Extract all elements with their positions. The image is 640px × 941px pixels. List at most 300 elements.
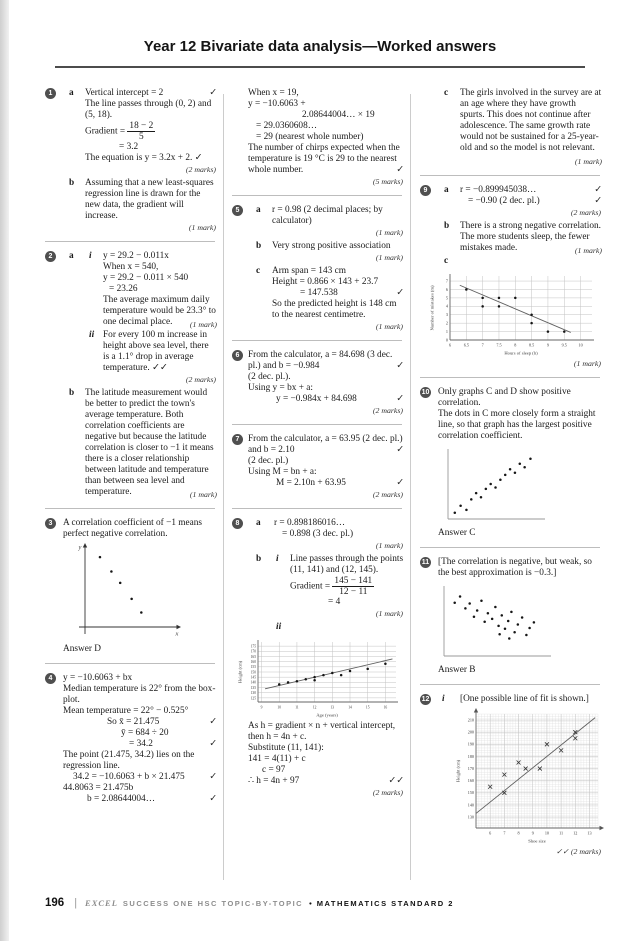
- svg-text:150: 150: [250, 670, 256, 675]
- worked-line: [420, 196, 602, 207]
- svg-text:12: 12: [312, 705, 317, 710]
- svg-text:130: 130: [250, 691, 256, 696]
- worked-line: [232, 743, 404, 754]
- question-separator: [420, 547, 600, 548]
- fraction-prefix: Gradient =: [290, 581, 333, 592]
- question-separator: [420, 175, 600, 176]
- answer-block: [45, 673, 217, 805]
- worked-line: [45, 153, 217, 164]
- worked-line: [45, 739, 217, 750]
- fraction-numerator: 145 − 141: [334, 576, 373, 586]
- marks-note: (2 marks): [372, 788, 403, 797]
- answer-text: The point (21.475, 34.2) lies on the regression line.: [63, 750, 195, 771]
- svg-text:125: 125: [250, 696, 256, 701]
- svg-text:Height (cm): Height (cm): [237, 660, 243, 684]
- marks-note: (1 mark): [188, 223, 216, 232]
- marks-note: (1 mark): [189, 490, 217, 499]
- column-divider: [410, 94, 411, 880]
- worked-line: [45, 728, 217, 739]
- svg-text:8.5: 8.5: [528, 342, 535, 348]
- svg-text:170: 170: [467, 765, 474, 771]
- question-number-badge: 12: [421, 696, 430, 703]
- part-label: i: [442, 694, 445, 704]
- answer-text: ȳ = 684 ÷ 20: [121, 728, 169, 738]
- svg-text:8: 8: [517, 830, 520, 836]
- graph-container: [45, 542, 217, 642]
- worked-line: [45, 284, 217, 295]
- worked-line: [232, 383, 404, 394]
- worked-line: [420, 221, 602, 256]
- question-number-badge: 2: [45, 251, 56, 262]
- worked-line: [232, 622, 404, 633]
- svg-text:140: 140: [250, 680, 256, 685]
- page-footer: [45, 897, 454, 909]
- fraction-denominator: 5: [127, 131, 155, 142]
- svg-text:10: 10: [277, 705, 282, 710]
- worked-line: [45, 99, 217, 121]
- answers-column-2: [232, 88, 404, 802]
- tick-mark: ✓: [396, 165, 404, 175]
- footer-subject: • MATHEMATICS STANDARD 2: [309, 899, 454, 908]
- answers-column-1: [45, 88, 217, 809]
- marks-note: (1 mark): [574, 157, 602, 166]
- svg-text:12: 12: [573, 830, 578, 836]
- question-number-badge: 4: [45, 673, 56, 684]
- part-label: b: [256, 554, 262, 564]
- svg-text:13: 13: [587, 830, 592, 836]
- question-separator: [232, 424, 402, 425]
- worked-line: [45, 142, 217, 153]
- worked-line: [232, 529, 404, 540]
- worked-line: [45, 644, 217, 655]
- answer-block: [232, 205, 404, 332]
- chart-height-vs-shoe-size: [454, 707, 604, 845]
- svg-text:140: 140: [467, 802, 474, 808]
- marks-note: (1 mark): [375, 609, 403, 618]
- worked-line: [232, 88, 404, 99]
- answer-block: [420, 557, 602, 676]
- answer-text: 44.8063 = 21.475b: [63, 783, 134, 793]
- answer-text: b = 2.08644004…: [87, 794, 155, 804]
- worked-line: [420, 665, 602, 676]
- answer-text: Mean temperature = 22° − 0.525°: [63, 706, 189, 716]
- answer-text: When x = 540,: [103, 262, 159, 272]
- answer-text: ∴ h = 4n + 97: [248, 776, 300, 786]
- part-label: ii: [89, 330, 95, 340]
- question-separator: [420, 684, 600, 685]
- answer-text: The line passes through (0, 2) and (5, 18).: [85, 99, 212, 120]
- answer-text: Answer C: [438, 528, 476, 538]
- marks-note: (2 marks): [372, 490, 403, 499]
- worked-line: [45, 673, 217, 684]
- svg-text:190: 190: [467, 741, 474, 747]
- chart-answer-c-scatter: [442, 444, 550, 526]
- svg-text:Hours of sleep (h): Hours of sleep (h): [504, 350, 538, 356]
- question-separator: [420, 377, 600, 378]
- answer-text: From the calculator, a = 84.698 (3 dec. pl.) and b = −0.984: [248, 350, 393, 371]
- worked-line: [232, 241, 404, 252]
- worked-line: [232, 266, 404, 277]
- column-divider: [223, 94, 224, 880]
- worked-line: [45, 794, 217, 805]
- svg-text:11: 11: [559, 830, 564, 836]
- fraction-denominator: 12 − 11: [332, 586, 374, 597]
- tick-mark: ✓: [209, 717, 217, 727]
- answer-text: = −0.90 (2 dec. pl.): [468, 196, 540, 206]
- answer-text: Very strong positive association: [272, 241, 391, 251]
- tick-mark: ✓: [209, 739, 217, 749]
- worked-line: [232, 299, 404, 321]
- svg-text:x: x: [175, 630, 179, 638]
- svg-text:6: 6: [489, 830, 492, 836]
- marks-note: (2 marks): [185, 375, 216, 384]
- answer-text: (2 dec. pl.).: [248, 372, 291, 382]
- worked-line: [420, 528, 602, 539]
- part-label: i: [276, 554, 279, 564]
- answer-block: [232, 434, 404, 500]
- svg-text:160: 160: [250, 660, 256, 665]
- answer-text: c = 97: [262, 765, 286, 775]
- graph-container: [232, 635, 404, 719]
- worked-line: [420, 557, 602, 579]
- graph-container: [420, 269, 602, 357]
- fraction: [127, 121, 155, 142]
- worked-line: [232, 288, 404, 299]
- answer-text: Arm span = 143 cm: [272, 266, 346, 276]
- part-label: c: [256, 266, 261, 276]
- part-label: a: [69, 251, 74, 261]
- graph-container: [420, 707, 602, 845]
- svg-text:1: 1: [445, 328, 448, 334]
- svg-text:210: 210: [467, 717, 474, 723]
- footer-divider: |: [74, 897, 78, 909]
- fraction-prefix: Gradient =: [85, 126, 128, 137]
- part-label: c: [444, 256, 449, 266]
- question-number-badge: 8: [232, 518, 243, 529]
- worked-line: [232, 478, 404, 489]
- answer-block: [420, 185, 602, 369]
- worked-line: [45, 262, 217, 273]
- title-rule: [55, 66, 585, 68]
- tick-mark: ✓: [396, 445, 404, 455]
- worked-line: [45, 295, 217, 330]
- worked-line: [45, 88, 217, 99]
- tick-mark: ✓: [396, 394, 404, 404]
- answer-text: A correlation coefficient of −1 means perfect negative correlation.: [63, 518, 203, 539]
- worked-line: [45, 121, 217, 142]
- question-number-badge: 11: [421, 559, 430, 566]
- worked-line: [232, 467, 404, 478]
- answer-block: [420, 694, 602, 857]
- tick-mark: ✓✓: [388, 776, 404, 786]
- svg-text:9: 9: [531, 830, 534, 836]
- answer-text: The number of chirps expected when the temperature is 19 °C is 29 to the nearest whole number.: [248, 143, 400, 175]
- part-label: a: [256, 518, 261, 528]
- question-number-badge: 3: [45, 518, 56, 529]
- answer-text: Substitute (11, 141):: [248, 743, 324, 753]
- marks-note: (1 mark): [189, 320, 217, 329]
- svg-text:9.5: 9.5: [561, 342, 567, 348]
- tick-mark: ✓: [396, 478, 404, 488]
- answer-text: So the predicted height is 148 cm to the nearest centimetre.: [272, 299, 397, 320]
- svg-text:6: 6: [448, 342, 452, 348]
- svg-text:Number of mistakes (m): Number of mistakes (m): [429, 285, 435, 331]
- answer-text: 2.08644004… × 19: [302, 110, 375, 120]
- answer-block: [45, 518, 217, 655]
- tick-mark: ✓: [594, 185, 602, 195]
- answer-block: [45, 251, 217, 500]
- answer-text: = 0.898 (3 dec. pl.): [282, 529, 354, 539]
- marks-note: (2 marks): [570, 208, 601, 217]
- question-separator: [232, 195, 402, 196]
- answer-text: The latitude measurement would be better to predict the town's average temperature. Both correlation coefficients are negative but because the latitude correlation is closer to −1 it means there is a closer relationship between latitude and temperature than between sea level and temperature.: [85, 388, 214, 497]
- answer-block: [232, 350, 404, 416]
- answer-text: = 147.538: [300, 288, 338, 298]
- svg-text:7: 7: [481, 342, 484, 348]
- tick-mark: ✓: [209, 794, 217, 804]
- svg-text:Shoe size: Shoe size: [528, 838, 546, 844]
- worked-line: [45, 783, 217, 794]
- question-separator: [45, 508, 215, 509]
- fraction: [332, 576, 374, 597]
- answer-text: Answer B: [438, 665, 476, 675]
- footer-brand: EXCEL: [85, 898, 118, 908]
- worked-line: [420, 88, 602, 167]
- part-label: i: [89, 251, 92, 261]
- answer-text: Using M = bn + a:: [248, 467, 317, 477]
- answer-text: y = −10.6063 +: [248, 99, 306, 109]
- svg-text:14: 14: [348, 705, 352, 710]
- part-label: b: [256, 241, 262, 251]
- question-number-badge: 7: [232, 434, 243, 445]
- tick-mark: ✓: [396, 288, 404, 298]
- footer-series: SUCCESS ONE HSC TOPIC-BY-TOPIC: [122, 899, 304, 908]
- answer-text: The dots in C more closely form a straight line, so that graph has the largest positive correlation coefficient.: [438, 409, 596, 441]
- svg-text:13: 13: [330, 705, 335, 710]
- answer-text: When x = 19,: [248, 88, 299, 98]
- answer-text: (2 dec. pl.): [248, 456, 289, 466]
- svg-text:0: 0: [445, 337, 448, 343]
- answer-text: 34.2 = −10.6063 + b × 21.475: [73, 772, 185, 782]
- answer-text: = 34.2: [129, 739, 153, 749]
- marks-note: (2 marks): [185, 165, 216, 174]
- svg-text:155: 155: [250, 665, 256, 670]
- svg-text:Height (cm): Height (cm): [455, 759, 461, 783]
- answer-text: From the calculator, a = 63.95 (2 dec. pl.) and b = 2.10: [248, 434, 403, 455]
- fraction-numerator: 18 − 2: [129, 121, 154, 131]
- marks-note: (1 mark): [375, 322, 403, 331]
- marks-note: (5 marks): [372, 177, 403, 186]
- svg-text:Age (years): Age (years): [316, 712, 338, 718]
- answer-text: = 29.0360608…: [256, 121, 318, 131]
- answer-text: = 23.26: [109, 284, 138, 294]
- chart-answer-b-scatter: [438, 581, 556, 663]
- tick-mark: ✓: [396, 361, 404, 371]
- answer-text: So x̄ = 21.475: [107, 717, 160, 727]
- worked-line: [232, 597, 404, 608]
- worked-line: [45, 750, 217, 772]
- svg-text:165: 165: [250, 654, 256, 659]
- part-label: a: [444, 185, 449, 195]
- answer-text: y = 29.2 − 0.011 × 540: [103, 273, 189, 283]
- answer-text: Height = 0.866 × 143 + 23.7: [272, 277, 379, 287]
- worked-line: [232, 554, 404, 576]
- worked-line: [232, 576, 404, 597]
- graph-container: [420, 581, 602, 663]
- worked-line: [232, 277, 404, 288]
- svg-text:16: 16: [383, 705, 388, 710]
- chart-answer-d-scatter: [67, 542, 185, 642]
- marks-note: ✓✓ (2 marks): [555, 847, 601, 856]
- tick-mark: ✓: [594, 196, 602, 206]
- answer-block: [232, 518, 404, 798]
- svg-text:9: 9: [260, 705, 263, 710]
- worked-line: [420, 185, 602, 196]
- question-number-badge: 9: [420, 185, 431, 196]
- svg-text:145: 145: [250, 675, 256, 680]
- answer-text: r = 0.98 (2 decimal places; by calculator): [272, 205, 383, 226]
- svg-text:175: 175: [250, 644, 256, 649]
- svg-text:5: 5: [445, 295, 448, 301]
- svg-text:6.5: 6.5: [463, 342, 469, 348]
- chart-mistakes-vs-sleep: [428, 269, 598, 357]
- worked-line: [232, 205, 404, 227]
- worked-line: [45, 684, 217, 706]
- worked-line: [232, 121, 404, 132]
- worked-line: [232, 776, 404, 787]
- answer-text: Assuming that a new least-squares regression line is drawn for the new data, the gradient will increase.: [85, 178, 214, 221]
- worked-line: [232, 110, 404, 121]
- graph-container: [420, 444, 602, 526]
- answer-text: r = 0.898186016…: [274, 518, 346, 528]
- answer-text: r = −0.899945038…: [460, 185, 537, 195]
- svg-text:6: 6: [445, 286, 448, 292]
- svg-text:3: 3: [445, 312, 448, 318]
- worked-line: [45, 518, 217, 540]
- answer-block: [420, 387, 602, 539]
- page-edge-shadow: [0, 0, 9, 941]
- answer-text: [The correlation is negative, but weak, so the best approximation is −0.3.]: [438, 557, 592, 578]
- marks-note: (1 mark): [375, 253, 403, 262]
- part-label: c: [444, 88, 449, 98]
- svg-text:y: y: [78, 544, 82, 551]
- worked-line: [232, 394, 404, 405]
- question-separator: [45, 663, 215, 664]
- answer-text: y = −0.984x + 84.698: [276, 394, 357, 404]
- answers-column-3: [420, 88, 602, 861]
- answer-text: = 29 (nearest whole number): [256, 132, 364, 142]
- answer-text: For every 100 m increase in height above sea level, there is a 1.1° drop in average temperature. ✓✓: [103, 330, 209, 373]
- part-label: a: [256, 205, 261, 215]
- question-separator: [232, 340, 402, 341]
- answer-text: There is a strong negative correlation. The more students sleep, the fewer mistakes made.: [460, 221, 601, 253]
- svg-text:2: 2: [445, 320, 448, 326]
- answer-text: Only graphs C and D show positive correlation.: [438, 387, 571, 408]
- svg-text:200: 200: [467, 729, 474, 735]
- answer-text: y = 29.2 − 0.011x: [103, 251, 169, 261]
- chart-height-vs-age: [236, 635, 402, 719]
- worked-line: [45, 772, 217, 783]
- svg-text:7: 7: [445, 278, 448, 284]
- question-separator: [45, 241, 215, 242]
- tick-mark: ✓: [209, 772, 217, 782]
- worked-line: [420, 409, 602, 442]
- answer-text: The equation is y = 3.2x + 2. ✓: [85, 153, 203, 163]
- answer-text: Answer D: [63, 644, 101, 654]
- worked-line: [232, 518, 404, 529]
- answer-text: The average maximum daily temperature would be 23.3° to one decimal place.: [103, 295, 216, 327]
- worked-line: [232, 372, 404, 383]
- part-label: ii: [276, 622, 282, 632]
- question-number-badge: 1: [45, 88, 56, 99]
- svg-text:150: 150: [467, 790, 474, 796]
- svg-text:160: 160: [467, 778, 474, 784]
- worked-line: [45, 388, 217, 500]
- worked-line: [232, 132, 404, 143]
- svg-text:7.5: 7.5: [496, 342, 502, 348]
- svg-text:180: 180: [467, 753, 474, 759]
- answer-text: Line passes through the points (11, 141) and (12, 145).: [290, 554, 404, 575]
- answer-text: = 4: [328, 597, 341, 607]
- worked-line: [45, 717, 217, 728]
- worked-line: [232, 350, 404, 372]
- answer-text: As h = gradient × n + vertical intercept, then h = 4n + c.: [248, 721, 396, 742]
- question-separator: [232, 508, 402, 509]
- worked-line: [45, 273, 217, 284]
- question-number-badge: 5: [232, 205, 243, 216]
- page-number: 196: [45, 897, 65, 909]
- svg-text:4: 4: [445, 303, 448, 309]
- part-label: a: [69, 88, 74, 98]
- svg-text:135: 135: [250, 685, 256, 690]
- question-number-badge: 10: [421, 389, 430, 396]
- worked-line: [420, 387, 602, 409]
- answer-text: = 3.2: [119, 142, 139, 152]
- part-label: b: [69, 388, 75, 398]
- worked-line: [232, 721, 404, 743]
- answer-text: The girls involved in the survey are at an age where they have growth spurts. This does not continue after adolescence. The same growth rate would not be sustained for a 25-year-old and so the model is not relevant.: [460, 88, 602, 153]
- answer-block: [420, 88, 602, 167]
- svg-text:11: 11: [295, 705, 299, 710]
- worked-line: [232, 765, 404, 776]
- question-number-badge: 6: [232, 350, 243, 361]
- tick-mark: ✓: [209, 88, 217, 98]
- worked-line: [45, 330, 217, 374]
- answer-text: Vertical intercept = 2: [85, 88, 164, 98]
- answer-block: [232, 88, 404, 187]
- worked-line: [232, 456, 404, 467]
- worked-line: [232, 99, 404, 110]
- answer-text: y = −10.6063 + bx: [63, 673, 133, 683]
- marks-note: (2 marks): [372, 406, 403, 415]
- part-label: b: [444, 221, 450, 231]
- svg-text:9: 9: [546, 342, 549, 348]
- answer-text: 141 = 4(11) + c: [248, 754, 306, 764]
- answer-text: M = 2.10n + 63.95: [276, 478, 346, 488]
- worked-line: [45, 251, 217, 262]
- part-label: b: [69, 178, 75, 188]
- worked-line: [420, 256, 602, 267]
- worked-line: [420, 694, 602, 705]
- svg-text:170: 170: [250, 649, 256, 654]
- worked-line: [45, 178, 217, 222]
- answer-text: Median temperature is 22° from the box-plot.: [63, 684, 216, 705]
- answer-text: [One possible line of fit is shown.]: [460, 694, 589, 704]
- worked-line: [232, 754, 404, 765]
- marks-note: (1 mark): [573, 359, 601, 368]
- marks-note: (1 mark): [375, 228, 403, 237]
- page-title: Year 12 Bivariate data analysis—Worked answers: [143, 38, 497, 55]
